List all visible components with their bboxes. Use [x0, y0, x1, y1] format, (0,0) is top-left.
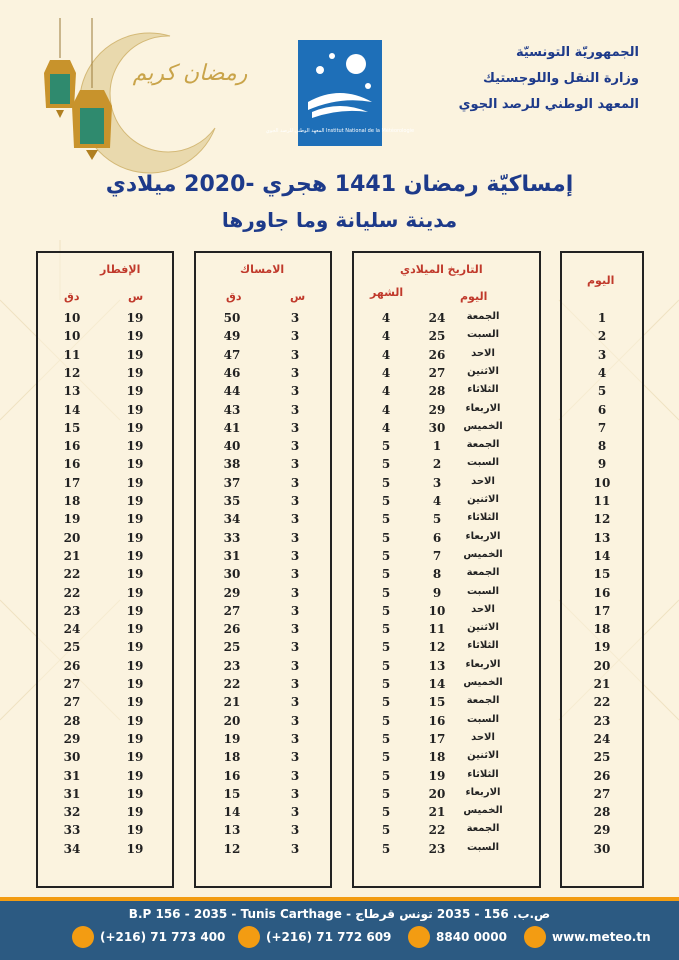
- cell-mm: 5: [381, 512, 391, 527]
- date-header: التاريخ الميلادي: [400, 263, 483, 276]
- cell-wd: الاربعاء: [465, 786, 501, 798]
- cell-fh: 19: [126, 512, 144, 527]
- cell-n: 14: [593, 548, 611, 563]
- cell-mm: 5: [381, 658, 391, 673]
- cell-fm: 33: [63, 823, 81, 838]
- cell-n: 11: [593, 494, 611, 508]
- cell-fm: 30: [63, 750, 81, 765]
- cell-ih: 3: [290, 622, 300, 637]
- cell-fh: 19: [126, 347, 144, 362]
- cell-fm: 24: [63, 622, 81, 637]
- cell-n: 25: [593, 750, 611, 765]
- cell-fh: 19: [126, 585, 144, 600]
- cell-fm: 11: [63, 347, 81, 362]
- cell-im: 27: [223, 603, 241, 618]
- cell-ih: 3: [290, 329, 300, 344]
- cell-fm: 16: [63, 439, 81, 454]
- cell-mm: 5: [381, 475, 391, 490]
- iftar-minute-header: دق: [64, 290, 80, 303]
- cell-fm: 27: [63, 695, 81, 710]
- cell-dd: 20: [428, 786, 446, 801]
- cell-wd: الاثنين: [467, 365, 499, 377]
- cell-fm: 25: [63, 640, 81, 655]
- cell-wd: الجمعة: [466, 439, 500, 451]
- cell-wd: السبت: [466, 713, 500, 725]
- cell-fm: 12: [63, 365, 81, 380]
- ramadan-lantern-art: [20, 18, 250, 168]
- cell-im: 38: [223, 457, 241, 472]
- cell-mm: 5: [381, 677, 391, 691]
- cell-fm: 29: [63, 731, 81, 746]
- cell-wd: الاربعاء: [465, 402, 501, 414]
- cell-n: 1: [597, 311, 607, 325]
- cell-fm: 10: [63, 329, 81, 344]
- cell-fh: 19: [126, 786, 144, 801]
- cell-mm: 5: [381, 567, 391, 582]
- cell-dd: 17: [428, 731, 446, 746]
- cell-wd: الاحد: [471, 475, 495, 487]
- cell-ih: 3: [290, 475, 300, 490]
- imsak-header: الامساك: [240, 263, 285, 276]
- cell-ih: 3: [290, 311, 300, 325]
- cell-wd: الاحد: [471, 347, 495, 359]
- cell-fm: 21: [63, 548, 81, 563]
- cell-ih: 3: [290, 731, 300, 746]
- cell-fh: 19: [126, 475, 144, 490]
- ministry-block: [459, 40, 639, 118]
- cell-fh: 19: [126, 841, 144, 856]
- cell-fm: 22: [63, 585, 81, 600]
- day-number-header: اليوم: [587, 274, 615, 287]
- cell-wd: الاثنين: [467, 494, 499, 505]
- cell-n: 17: [593, 603, 611, 618]
- cell-n: 23: [593, 713, 611, 728]
- cell-dd: 16: [428, 713, 446, 728]
- cell-fh: 19: [126, 805, 144, 820]
- cell-mm: 4: [381, 365, 391, 380]
- cell-dd: 24: [428, 311, 446, 325]
- cell-mm: 4: [381, 329, 391, 344]
- cell-wd: الجمعة: [466, 567, 500, 579]
- cell-fm: 13: [63, 384, 81, 399]
- cell-mm: 5: [381, 768, 391, 783]
- cell-fh: 19: [126, 329, 144, 344]
- page-title: إمساكيّة رمضان 1441 هجري -2020 ميلادي: [105, 172, 574, 197]
- cell-n: 10: [593, 475, 611, 490]
- cell-wd: الجمعة: [466, 823, 500, 835]
- cell-fh: 19: [126, 548, 144, 563]
- cell-mm: 4: [381, 402, 391, 417]
- phone-number-2[interactable]: (+216) 71 772 609: [266, 930, 392, 944]
- cell-dd: 14: [428, 677, 446, 691]
- cell-n: 8: [597, 439, 607, 454]
- cell-dd: 9: [432, 585, 442, 600]
- cell-n: 3: [597, 347, 607, 362]
- cell-ih: 3: [290, 658, 300, 673]
- cell-ih: 3: [290, 603, 300, 618]
- cell-wd: الاحد: [471, 603, 495, 615]
- cell-dd: 27: [428, 365, 446, 380]
- cell-fh: 19: [126, 567, 144, 582]
- cell-ih: 3: [290, 530, 300, 545]
- cell-mm: 5: [381, 786, 391, 801]
- cell-wd: السبت: [466, 585, 500, 597]
- phone-icon: [72, 926, 94, 948]
- cell-ih: 3: [290, 695, 300, 710]
- cell-ih: 3: [290, 402, 300, 417]
- cell-n: 7: [597, 420, 607, 435]
- cell-fm: 32: [63, 805, 81, 820]
- mobile-icon: [408, 926, 430, 948]
- cell-fm: 23: [63, 603, 81, 618]
- cell-mm: 5: [381, 603, 391, 618]
- cell-fh: 19: [126, 384, 144, 399]
- cell-fm: 34: [63, 841, 81, 856]
- cell-ih: 3: [290, 768, 300, 783]
- cell-dd: 3: [432, 475, 442, 490]
- cell-fm: 27: [63, 677, 81, 691]
- cell-fm: 31: [63, 768, 81, 783]
- cell-mm: 5: [381, 805, 391, 820]
- cell-fh: 19: [126, 494, 144, 508]
- cell-fh: 19: [126, 731, 144, 746]
- cell-im: 43: [223, 402, 241, 417]
- cell-mm: 5: [381, 457, 391, 472]
- cell-wd: الثلاثاء: [467, 384, 499, 396]
- cell-ih: 3: [290, 805, 300, 820]
- cell-n: 13: [593, 530, 611, 545]
- cell-ih: 3: [290, 420, 300, 435]
- cell-n: 16: [593, 585, 611, 600]
- cell-mm: 4: [381, 384, 391, 399]
- cell-wd: السبت: [466, 457, 500, 469]
- cell-dd: 8: [432, 567, 442, 582]
- cell-im: 31: [223, 548, 241, 563]
- cell-n: 20: [593, 658, 611, 673]
- logo-text: المعهد الوطني للرصد الجوي Institut National de la Météorologie: [265, 128, 415, 134]
- iftar-header: الإفطار: [100, 263, 141, 276]
- cell-ih: 3: [290, 750, 300, 765]
- fax-icon: [238, 926, 260, 948]
- cell-im: 12: [223, 841, 241, 856]
- cell-n: 21: [593, 677, 611, 691]
- cell-dd: 15: [428, 695, 446, 710]
- cell-n: 18: [593, 622, 611, 637]
- cell-dd: 1: [432, 439, 442, 454]
- cell-wd: الاثنين: [467, 622, 499, 634]
- cell-dd: 28: [428, 384, 446, 399]
- imsak-hour-header: س: [290, 290, 306, 303]
- cell-im: 23: [223, 658, 241, 673]
- cell-fh: 19: [126, 768, 144, 783]
- cell-im: 37: [223, 475, 241, 490]
- cell-n: 5: [597, 384, 607, 399]
- greeting-text: رمضان كريم: [132, 61, 248, 86]
- cell-wd: الاربعاء: [465, 658, 501, 670]
- cell-im: 30: [223, 567, 241, 582]
- cell-mm: 5: [381, 548, 391, 563]
- cell-fh: 19: [126, 439, 144, 454]
- cell-wd: الخميس: [463, 548, 503, 560]
- footer-address: B.P 156 - 2035 - Tunis Carthage - ص.ب. 156 - 2035 تونس قرطاج: [128, 907, 551, 921]
- cell-fm: 28: [63, 713, 81, 728]
- cell-fm: 15: [63, 420, 81, 435]
- cell-fh: 19: [126, 603, 144, 618]
- cell-mm: 5: [381, 750, 391, 765]
- cell-im: 25: [223, 640, 241, 655]
- cell-ih: 3: [290, 457, 300, 472]
- month-header: الشهر: [370, 286, 404, 299]
- cell-im: 29: [223, 585, 241, 600]
- cell-im: 46: [223, 365, 241, 380]
- cell-fh: 19: [126, 640, 144, 655]
- cell-dd: 19: [428, 768, 446, 783]
- ministry-line: وزارة النقل واللوجستيك: [482, 71, 639, 86]
- cell-fh: 19: [126, 622, 144, 637]
- cell-dd: 11: [428, 622, 446, 637]
- cell-n: 22: [593, 695, 611, 710]
- cell-ih: 3: [290, 841, 300, 856]
- cell-dd: 21: [428, 805, 446, 820]
- cell-fh: 19: [126, 530, 144, 545]
- cell-fh: 19: [126, 365, 144, 380]
- cell-wd: الثلاثاء: [467, 640, 499, 652]
- cell-fh: 19: [126, 402, 144, 417]
- cell-im: 40: [223, 439, 241, 454]
- cell-n: 12: [593, 512, 611, 527]
- phone-number-1[interactable]: (+216) 71 773 400: [100, 930, 226, 944]
- footer-accent-line: [0, 897, 679, 901]
- cell-mm: 5: [381, 841, 391, 856]
- cell-n: 4: [597, 365, 607, 380]
- page-subtitle: مدينة سليانة وما جاورها: [221, 208, 458, 232]
- cell-mm: 5: [381, 439, 391, 454]
- cell-im: 26: [223, 622, 241, 637]
- cell-dd: 23: [428, 841, 446, 856]
- cell-ih: 3: [290, 347, 300, 362]
- cell-mm: 5: [381, 622, 391, 637]
- cell-ih: 3: [290, 640, 300, 655]
- cell-im: 49: [223, 329, 241, 344]
- lantern-icon: [44, 60, 76, 118]
- cell-ih: 3: [290, 713, 300, 728]
- cell-wd: الخميس: [463, 420, 503, 432]
- cell-fh: 19: [126, 695, 144, 710]
- cell-ih: 3: [290, 823, 300, 838]
- cell-im: 18: [223, 750, 241, 765]
- cell-mm: 5: [381, 713, 391, 728]
- cell-im: 44: [223, 384, 241, 399]
- cell-wd: الثلاثاء: [467, 512, 499, 524]
- cell-fh: 19: [126, 677, 144, 691]
- cell-fh: 19: [126, 420, 144, 435]
- cell-wd: الثلاثاء: [467, 768, 499, 780]
- cell-n: 15: [593, 567, 611, 582]
- cell-ih: 3: [290, 585, 300, 600]
- cell-wd: الاحد: [471, 731, 495, 743]
- cell-ih: 3: [290, 786, 300, 801]
- cell-ih: 3: [290, 548, 300, 563]
- cell-ih: 3: [290, 677, 300, 691]
- cell-n: 29: [593, 823, 611, 838]
- cell-dd: 2: [432, 457, 442, 472]
- cell-dd: 29: [428, 402, 446, 417]
- cell-fm: 16: [63, 457, 81, 472]
- cell-wd: الجمعة: [466, 311, 500, 322]
- cell-dd: 7: [432, 548, 442, 563]
- cell-mm: 5: [381, 640, 391, 655]
- cell-mm: 4: [381, 347, 391, 362]
- cell-im: 15: [223, 786, 241, 801]
- cell-ih: 3: [290, 567, 300, 582]
- weekday-header: اليوم: [460, 290, 488, 303]
- cell-im: 19: [223, 731, 241, 746]
- cell-fh: 19: [126, 750, 144, 765]
- cell-fm: 20: [63, 530, 81, 545]
- institute-logo: [265, 40, 415, 146]
- cell-fm: 17: [63, 475, 81, 490]
- cell-wd: الاثنين: [467, 750, 499, 762]
- cell-n: 24: [593, 731, 611, 746]
- cell-fm: 19: [63, 512, 81, 527]
- cell-mm: 5: [381, 823, 391, 838]
- phone-number-3[interactable]: 8840 0000: [436, 930, 507, 944]
- cell-n: 19: [593, 640, 611, 655]
- cell-im: 35: [223, 494, 241, 508]
- cell-dd: 6: [432, 530, 442, 545]
- cell-dd: 5: [432, 512, 442, 527]
- cell-n: 28: [593, 805, 611, 820]
- cell-wd: الخميس: [463, 677, 503, 688]
- cell-im: 41: [223, 420, 241, 435]
- cell-dd: 30: [428, 420, 446, 435]
- cell-ih: 3: [290, 439, 300, 454]
- cell-fh: 19: [126, 658, 144, 673]
- cell-mm: 4: [381, 311, 391, 325]
- globe-icon: [524, 926, 546, 948]
- cell-im: 47: [223, 347, 241, 362]
- cell-n: 26: [593, 768, 611, 783]
- cell-im: 13: [223, 823, 241, 838]
- cell-mm: 5: [381, 530, 391, 545]
- cell-mm: 5: [381, 585, 391, 600]
- cell-dd: 4: [432, 494, 442, 508]
- iftar-hour-header: س: [128, 290, 144, 303]
- cell-dd: 26: [428, 347, 446, 362]
- imsak-minute-header: دق: [226, 290, 242, 303]
- cell-fh: 19: [126, 713, 144, 728]
- cell-wd: الخميس: [463, 805, 503, 817]
- cell-im: 21: [223, 695, 241, 710]
- cell-ih: 3: [290, 365, 300, 380]
- cell-wd: السبت: [466, 329, 500, 341]
- cell-im: 50: [223, 311, 241, 325]
- cell-dd: 12: [428, 640, 446, 655]
- ministry-line: المعهد الوطني للرصد الجوي: [458, 97, 639, 112]
- cell-ih: 3: [290, 512, 300, 527]
- cell-fh: 19: [126, 823, 144, 838]
- cell-mm: 5: [381, 731, 391, 746]
- cell-im: 34: [223, 512, 241, 527]
- cell-dd: 25: [428, 329, 446, 344]
- cell-fh: 19: [126, 311, 144, 325]
- cell-wd: الجمعة: [466, 695, 500, 707]
- cell-im: 14: [223, 805, 241, 820]
- cell-dd: 13: [428, 658, 446, 673]
- cell-dd: 18: [428, 750, 446, 765]
- cell-n: 27: [593, 786, 611, 801]
- cell-fm: 14: [63, 402, 81, 417]
- cell-n: 30: [593, 841, 611, 856]
- cell-dd: 22: [428, 823, 446, 838]
- cell-fm: 26: [63, 658, 81, 673]
- cell-n: 2: [597, 329, 607, 344]
- cell-ih: 3: [290, 384, 300, 399]
- cell-n: 6: [597, 402, 607, 417]
- cell-im: 22: [223, 677, 241, 691]
- ministry-line: الجمهوريّة التونسيّة: [515, 45, 639, 60]
- cell-wd: السبت: [466, 841, 500, 853]
- cell-wd: الاربعاء: [465, 530, 501, 542]
- cell-ih: 3: [290, 494, 300, 508]
- cell-fm: 31: [63, 786, 81, 801]
- cell-im: 20: [223, 713, 241, 728]
- cell-im: 33: [223, 530, 241, 545]
- cell-mm: 5: [381, 494, 391, 508]
- website-link[interactable]: www.meteo.tn: [552, 930, 651, 944]
- cell-mm: 5: [381, 695, 391, 710]
- cell-n: 9: [597, 457, 607, 472]
- cell-mm: 4: [381, 420, 391, 435]
- cell-im: 16: [223, 768, 241, 783]
- cell-fm: 18: [63, 494, 81, 508]
- cell-fm: 22: [63, 567, 81, 582]
- cell-fh: 19: [126, 457, 144, 472]
- cell-fm: 10: [63, 311, 81, 325]
- cell-dd: 10: [428, 603, 446, 618]
